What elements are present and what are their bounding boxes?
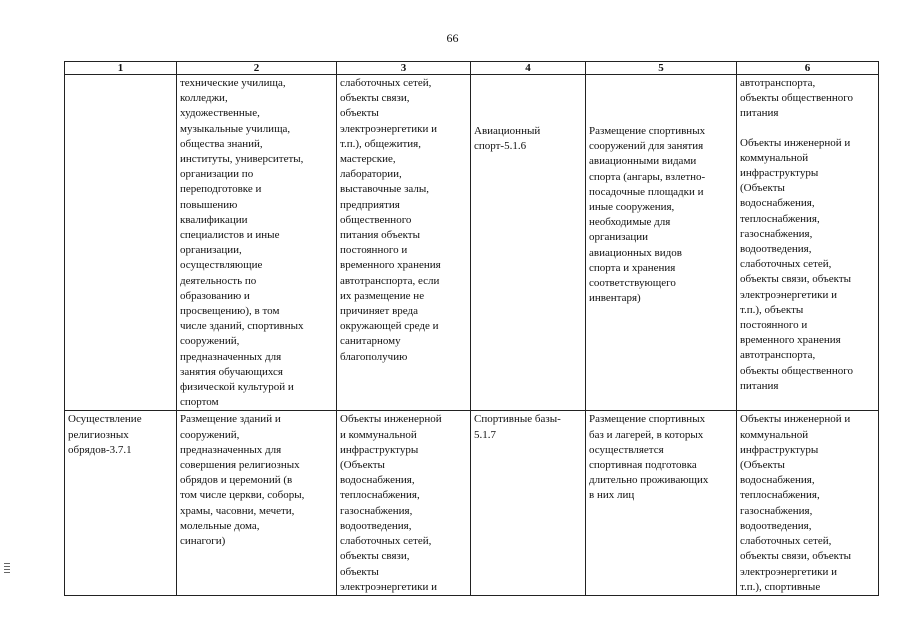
table-cell xyxy=(471,75,586,411)
cell-text: Размещение спортивных сооружений для занятия авиационными видами спорта (ангары, взлетно- посадочные площадки и иные сооружения, необходимые для организации авиационных видов спорта и хранения соответствующего инвентаря) xyxy=(589,125,706,305)
column-header-1: 1 xyxy=(65,62,177,75)
column-header-2: 2 xyxy=(177,62,337,75)
cell-text: Спортивные базы- 5.1.7 xyxy=(474,413,561,441)
column-header-4: 4 xyxy=(471,62,586,75)
scan-artifact-icon xyxy=(4,563,10,575)
table-row xyxy=(65,75,879,411)
table-cell xyxy=(737,75,879,411)
column-header-6: 6 xyxy=(737,62,879,75)
table-cell xyxy=(586,411,737,595)
table-cell xyxy=(586,75,737,411)
cell-text: Объекты инженерной и коммунальной инфраструктуры (Объекты водоснабжения, теплоснабжения, газоснабжения, водоотведения, слаботочных сетей, объекты связи, объекты электроэнергетики и xyxy=(340,413,442,593)
column-header-3: 3 xyxy=(337,62,471,75)
cell-text: слаботочных сетей, объекты связи, объекты электроэнергетики и т.п.), общежития, мастерские, лаборатории, выставочные залы, предприятия общественного питания объекты постоянного и временного хранения автотранспорта, если их размещение не причиняет вреда окружающей среде и санитарному благополучию xyxy=(340,77,441,363)
table-cell xyxy=(337,75,471,411)
table-cell xyxy=(177,411,337,595)
table-cell xyxy=(337,411,471,595)
table-cell xyxy=(471,411,586,595)
cell-text: Размещение спортивных баз и лагерей, в которых осуществляется спортивная подготовка длительно проживающих в них лиц xyxy=(589,413,709,502)
cell-text: автотранспорта, объекты общественного питания xyxy=(740,77,853,120)
cell-text: технические училища, колледжи, художественные, музыкальные училища, общества знаний, институты, университеты, организации по переподготовке и повышению квалификации специалистов и иные организации, осуществляющие деятельность по образованию и просвещению), в том числе зданий, спортивных сооружений, предназначенных для занятия обучающихся физической культурой и спортом xyxy=(180,77,304,409)
table-row xyxy=(65,411,879,595)
column-header-5: 5 xyxy=(586,62,737,75)
cell-text: Объекты инженерной и коммунальной инфраструктуры (Объекты водоснабжения, теплоснабжения, газоснабжения, водоотведения, слаботочных сетей, объекты связи, объекты электроэнергетики и т.п.), объекты постоянного и временного хранения автотранспорта, объекты общественного питания xyxy=(740,136,853,392)
table-cell xyxy=(65,411,177,595)
cell-text: Размещение зданий и сооружений, предназначенных для совершения религиозных обрядов и церемоний (в том числе церкви, соборы, храмы, часовни, мечети, молельные дома, синагоги) xyxy=(180,413,305,548)
cell-text: Авиационный спорт-5.1.6 xyxy=(474,125,541,153)
page-number: 66 xyxy=(446,31,459,45)
table-cell xyxy=(65,75,177,411)
cell-text: Осуществление религиозных обрядов-3.7.1 xyxy=(68,413,142,456)
cell-text: Объекты инженерной и коммунальной инфраструктуры (Объекты водоснабжения, теплоснабжения, газоснабжения, водоотведения, слаботочных сетей, объекты связи, объекты электроэнергетики и т.п.), спортивные xyxy=(740,413,852,593)
table-header-row xyxy=(65,62,879,75)
table-cell xyxy=(177,75,337,411)
table-cell xyxy=(737,411,879,595)
land-use-table xyxy=(64,61,879,596)
